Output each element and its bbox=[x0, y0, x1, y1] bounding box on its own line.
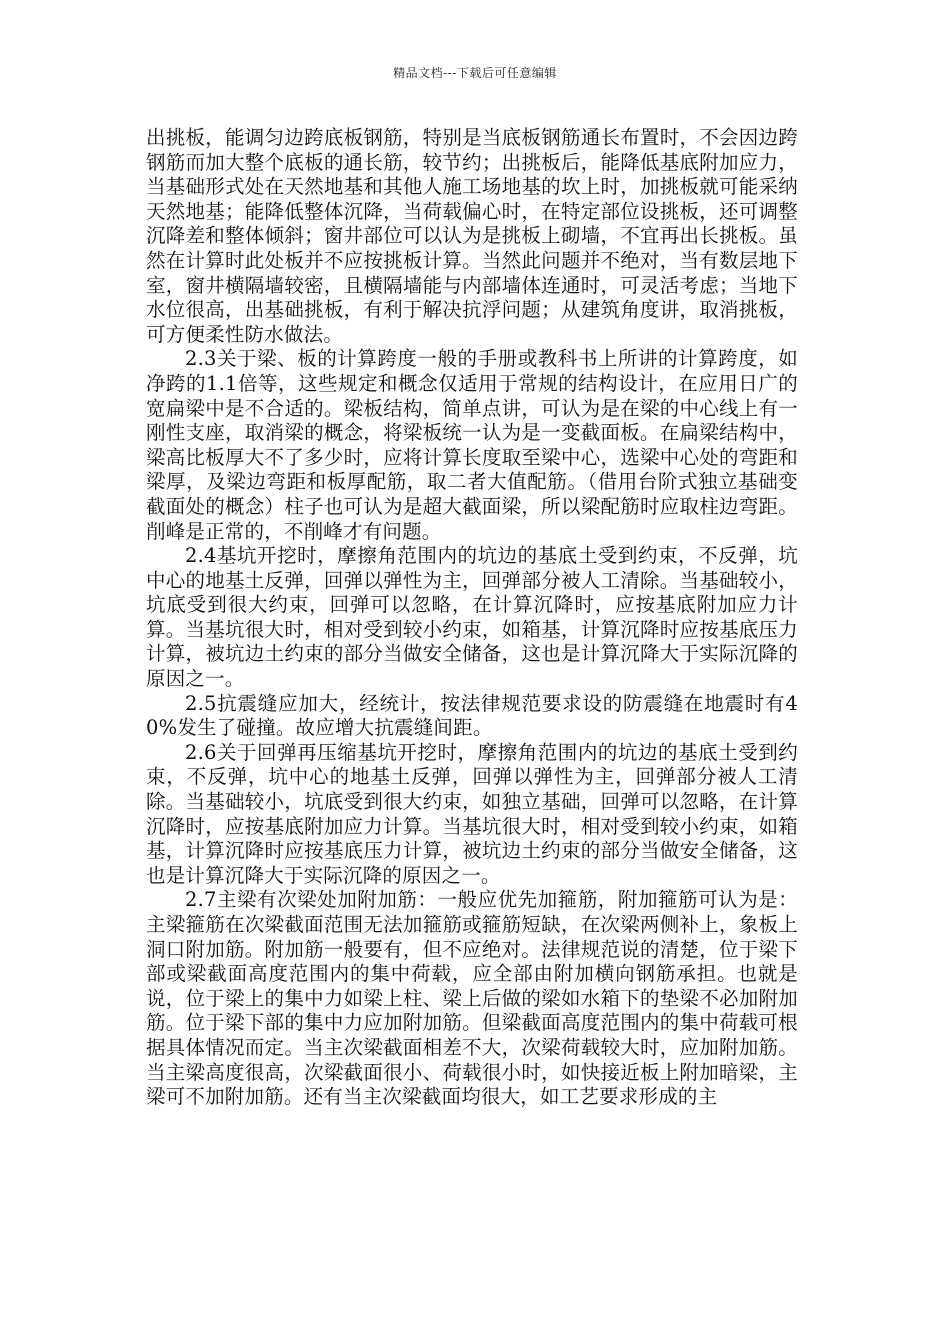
paragraph-2-4: 2.4基坑开挖时，摩擦角范围内的坑边的基底土受到约束，不反弹，坑中心的地基土反弹，回弹以弹性为主，回弹部分被人工清除。当基础较小，坑底受到很大约束，回弹可以忽略，在计算沉降时，应按基底附加应力计算。当基坑很大时，相对受到较小约束，如箱基，计算沉降时应按基底压力计算，被坑边土约束的部分当做安全储备，这也是计算沉降大于实际沉降的原因之一。 bbox=[146, 544, 798, 691]
document-body bbox=[146, 126, 798, 1110]
page-header: 精品文档---下载后可任意编辑 bbox=[393, 66, 557, 80]
paragraph-2-6: 2.6关于回弹再压缩基坑开挖时，摩擦角范围内的坑边的基底土受到约束，不反弹，坑中心的地基土反弹，回弹以弹性为主，回弹部分被人工清除。当基础较小，坑底受到很大约束，如独立基础，回弹可以忽略，在计算沉降时，应按基底附加应力计算。当基坑很大时，相对受到较小约束，如箱基，计算沉降时应按基底压力计算，被坑边土约束的部分当做安全储备，这也是计算沉降大于实际沉降的原因之一。 bbox=[146, 740, 798, 887]
paragraph-2-5: 2.5抗震缝应加大，经统计，按法律规范要求设的防震缝在地震时有40%发生了碰撞。故应增大抗震缝间距。 bbox=[146, 691, 798, 740]
paragraph-2-3: 2.3关于梁、板的计算跨度一般的手册或教科书上所讲的计算跨度，如净跨的1.1倍等，这些规定和概念仅适用于常规的结构设计，在应用日广的宽扁梁中是不合适的。梁板结构，简单点讲，可认为是在梁的中心线上有一刚性支座，取消梁的概念，将梁板统一认为是一变截面板。在扁梁结构中，梁高比板厚大不了多少时，应将计算长度取至梁中心，选梁中心处的弯距和梁厚，及梁边弯距和板厚配筋，取二者大值配筋。（借用台阶式独立基础变截面处的概念）柱子也可认为是超大截面梁，所以梁配筋时应取柱边弯距。削峰是正常的，不削峰才有问题。 bbox=[146, 347, 798, 543]
paragraph-continuation: 出挑板，能调匀边跨底板钢筋，特别是当底板钢筋通长布置时，不会因边跨钢筋而加大整个底板的通长筋，较节约；出挑板后，能降低基底附加应力，当基础形式处在天然地基和其他人施工场地基的坎上时，加挑板就可能采纳天然地基；能降低整体沉降，当荷载偏心时，在特定部位设挑板，还可调整沉降差和整体倾斜；窗井部位可以认为是挑板上砌墙，不宜再出长挑板。虽然在计算时此处板并不应按挑板计算。当然此问题并不绝对，当有数层地下室，窗井横隔墙较密，且横隔墙能与内部墙体连通时，可灵活考虑；当地下水位很高，出基础挑板，有利于解决抗浮问题；从建筑角度讲，取消挑板，可方便柔性防水做法。 bbox=[146, 126, 798, 346]
paragraph-2-7: 2.7主梁有次梁处加附加筋：一般应优先加箍筋，附加箍筋可认为是：主梁箍筋在次梁截面范围无法加箍筋或箍筋短缺，在次梁两侧补上，象板上洞口附加筋。附加筋一般要有，但不应绝对。法律规范说的清楚，位于梁下部或梁截面高度范围内的集中荷载，应全部由附加横向钢筋承担。也就是说，位于梁上的集中力如梁上柱、梁上后做的梁如水箱下的垫梁不必加附加筋。位于梁下部的集中力应加附加筋。但梁截面高度范围内的集中荷载可根据具体情况而定。当主次梁截面相差不大，次梁荷载较大时，应加附加筋。当主梁高度很高，次梁截面很小、荷载很小时，如快接近板上附加暗梁，主梁可不加附加筋。还有当主次梁截面均很大，如工艺要求形成的主 bbox=[146, 888, 798, 1109]
